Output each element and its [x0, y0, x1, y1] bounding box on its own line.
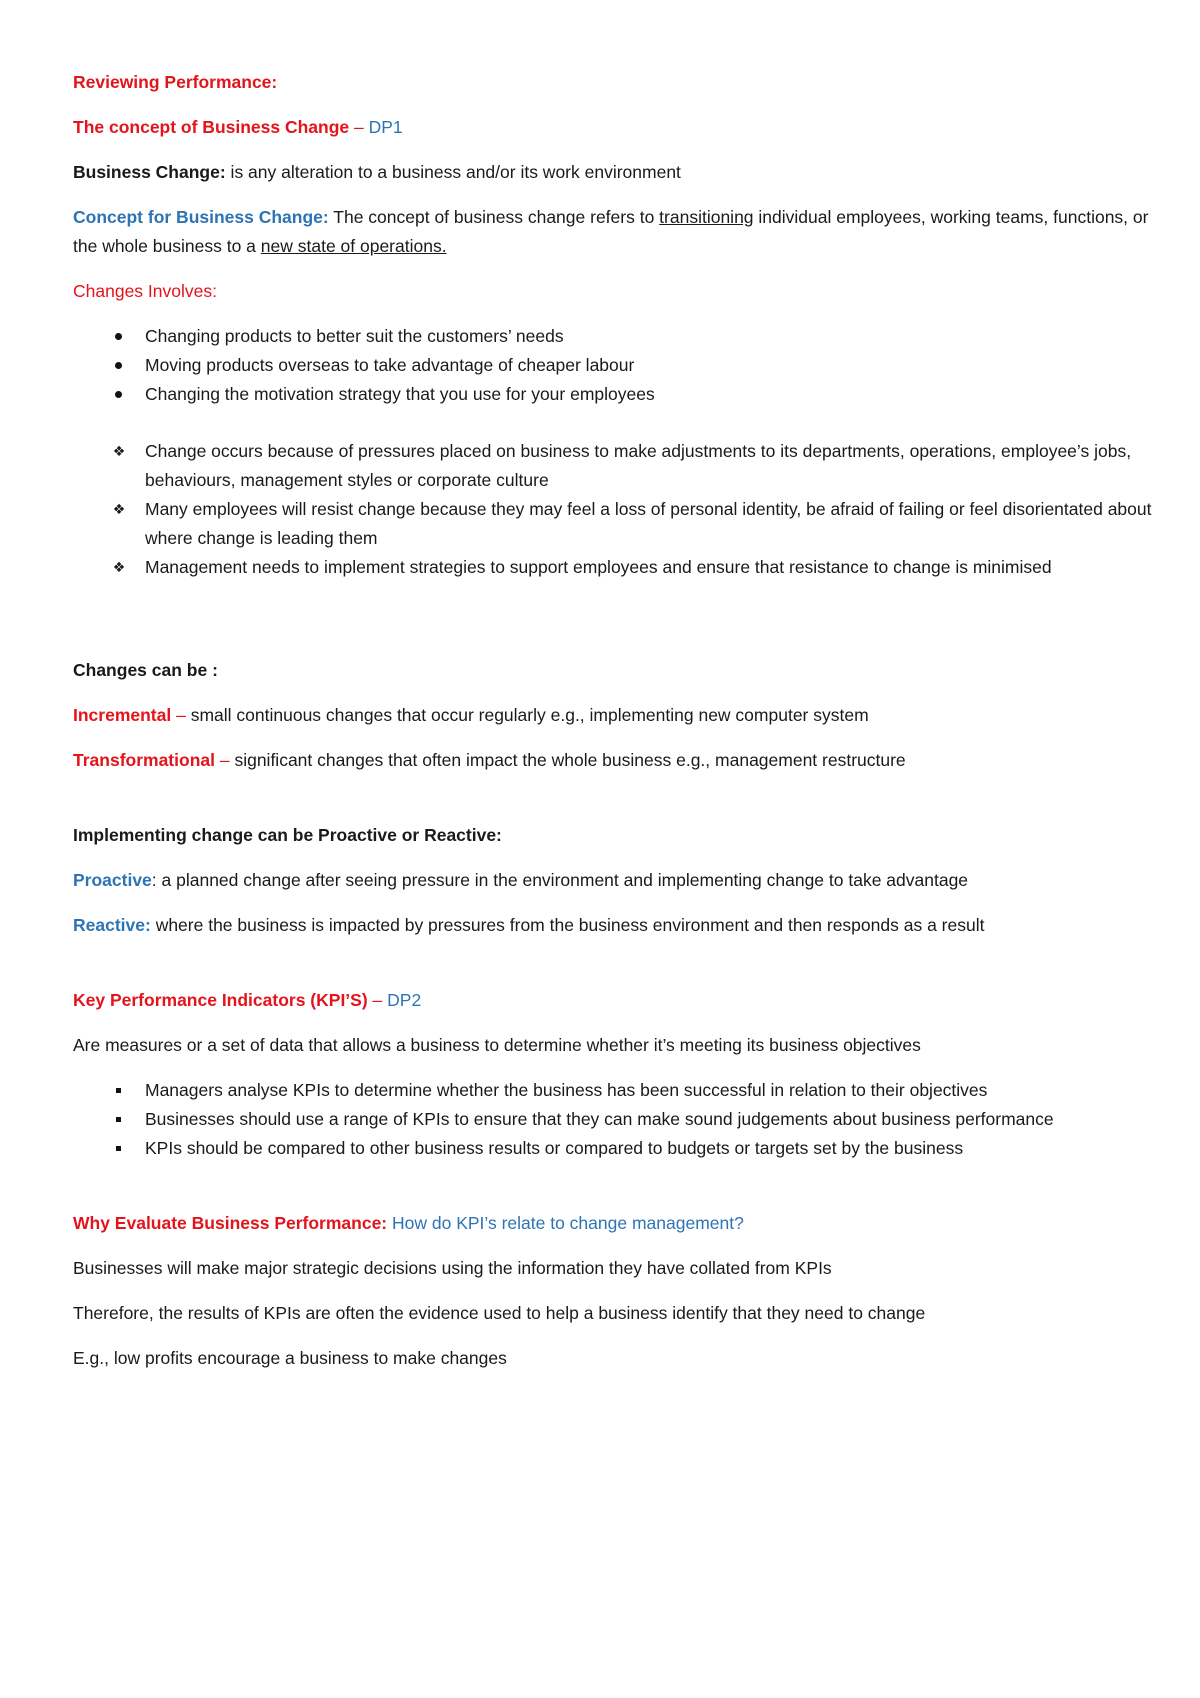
list-item-text: Businesses should use a range of KPIs to ensure that they can make sound judgements about business performance [145, 1109, 1054, 1129]
transformational-definition [73, 746, 1153, 775]
concept-underline-1: transitioning [659, 207, 754, 227]
reactive-text: where the business is impacted by pressures from the business environment and then responds as a result [150, 915, 985, 935]
diamond-bullet-icon: ❖ [112, 559, 126, 575]
concept-business-change [73, 203, 1153, 261]
changes-can-be-title: Changes can be : [73, 660, 218, 680]
definition-text: is any alteration to a business and/or its work environment [225, 162, 681, 182]
section-tag-dp1: DP1 [368, 117, 403, 137]
section-title-dash: – [349, 117, 369, 137]
page-heading: Reviewing Performance: [73, 72, 278, 92]
transformational-dash: – [214, 750, 230, 770]
list-item-text: KPIs should be compared to other business results or compared to budgets or targets set by the business [145, 1138, 964, 1158]
list-item-text: Many employees will resist change because they may feel a loss of personal identity, be afraid of failing or feel disorientated about where change is leading them [145, 499, 1152, 548]
list-item [73, 437, 1153, 495]
implementing-change-title: Implementing change can be Proactive or Reactive: [73, 825, 502, 845]
list-item [73, 351, 1153, 380]
definition-business-change [73, 158, 1153, 187]
evaluate-paragraph-2: Therefore, the results of KPIs are often the evidence used to help a business identify that they need to change [73, 1303, 926, 1323]
list-item [73, 380, 1153, 409]
transformational-text: significant changes that often impact the whole business e.g., management restructure [229, 750, 906, 770]
list-item-text: Management needs to implement strategies to support employees and ensure that resistance to change is minimised [145, 557, 1052, 577]
kpi-bullet-list [73, 1076, 1153, 1163]
list-item [73, 1134, 1153, 1163]
list-item [73, 553, 1153, 582]
section-tag-dp2: DP2 [387, 990, 422, 1010]
concept-underline-2: new state of operations. [260, 236, 447, 256]
kpi-definition: Are measures or a set of data that allows a business to determine whether it’s meeting its business objectives [73, 1035, 921, 1055]
evaluate-question: How do KPI’s relate to change management? [387, 1213, 744, 1233]
list-item-text: Changing products to better suit the customers’ needs [145, 326, 564, 346]
diamond-bullet-icon: ❖ [112, 501, 126, 517]
evaluate-title-text: Why Evaluate Business Performance: [73, 1213, 388, 1233]
proactive-definition [73, 866, 1153, 895]
reactive-term: Reactive: [73, 915, 151, 935]
evaluate-paragraph-1: Businesses will make major strategic decisions using the information they have collated from KPIs [73, 1258, 832, 1278]
diamond-bullet-list [73, 437, 1153, 582]
transformational-term: Transformational [73, 750, 215, 770]
section-title-evaluate [73, 1209, 1153, 1238]
kpi-title-dash: – [367, 990, 388, 1010]
concept-text-1: The concept of business change refers to [328, 207, 660, 227]
proactive-term: Proactive [73, 870, 152, 890]
concept-term: Concept for Business Change: [73, 207, 329, 227]
incremental-text: small continuous changes that occur regularly e.g., implementing new computer system [185, 705, 869, 725]
concept-text-2: individual employees, working teams, functions, or the whole business to a [73, 207, 1149, 256]
list-item-text: Moving products overseas to take advantage of cheaper labour [145, 355, 635, 375]
section-title-text: The concept of Business Change [73, 117, 350, 137]
list-item-text: Change occurs because of pressures placed on business to make adjustments to its departments, operations, employee’s jobs, behaviours, management styles or corporate culture [145, 441, 1132, 490]
diamond-bullet-icon: ❖ [112, 443, 126, 459]
list-item [73, 322, 1153, 351]
list-item [73, 495, 1153, 553]
changes-bullet-list [73, 322, 1153, 409]
changes-involves-label: Changes Involves: [73, 281, 217, 301]
section-title-business-change [73, 113, 1153, 142]
list-item-text: Changing the motivation strategy that you use for your employees [145, 384, 655, 404]
list-item [73, 1105, 1153, 1134]
proactive-text: : a planned change after seeing pressure in the environment and implementing change to take advantage [151, 870, 969, 890]
reactive-definition [73, 911, 1153, 940]
incremental-term: Incremental [73, 705, 172, 725]
list-item [73, 1076, 1153, 1105]
incremental-definition [73, 701, 1153, 730]
definition-term: Business Change: [73, 162, 226, 182]
incremental-dash: – [171, 705, 186, 725]
kpi-title-text: Key Performance Indicators (KPI’S) [73, 990, 368, 1010]
evaluate-paragraph-3: E.g., low profits encourage a business to make changes [73, 1348, 507, 1368]
document-content [73, 68, 1153, 1389]
list-item-text: Managers analyse KPIs to determine whether the business has been successful in relation to their objectives [145, 1080, 988, 1100]
section-title-kpi [73, 986, 1153, 1015]
